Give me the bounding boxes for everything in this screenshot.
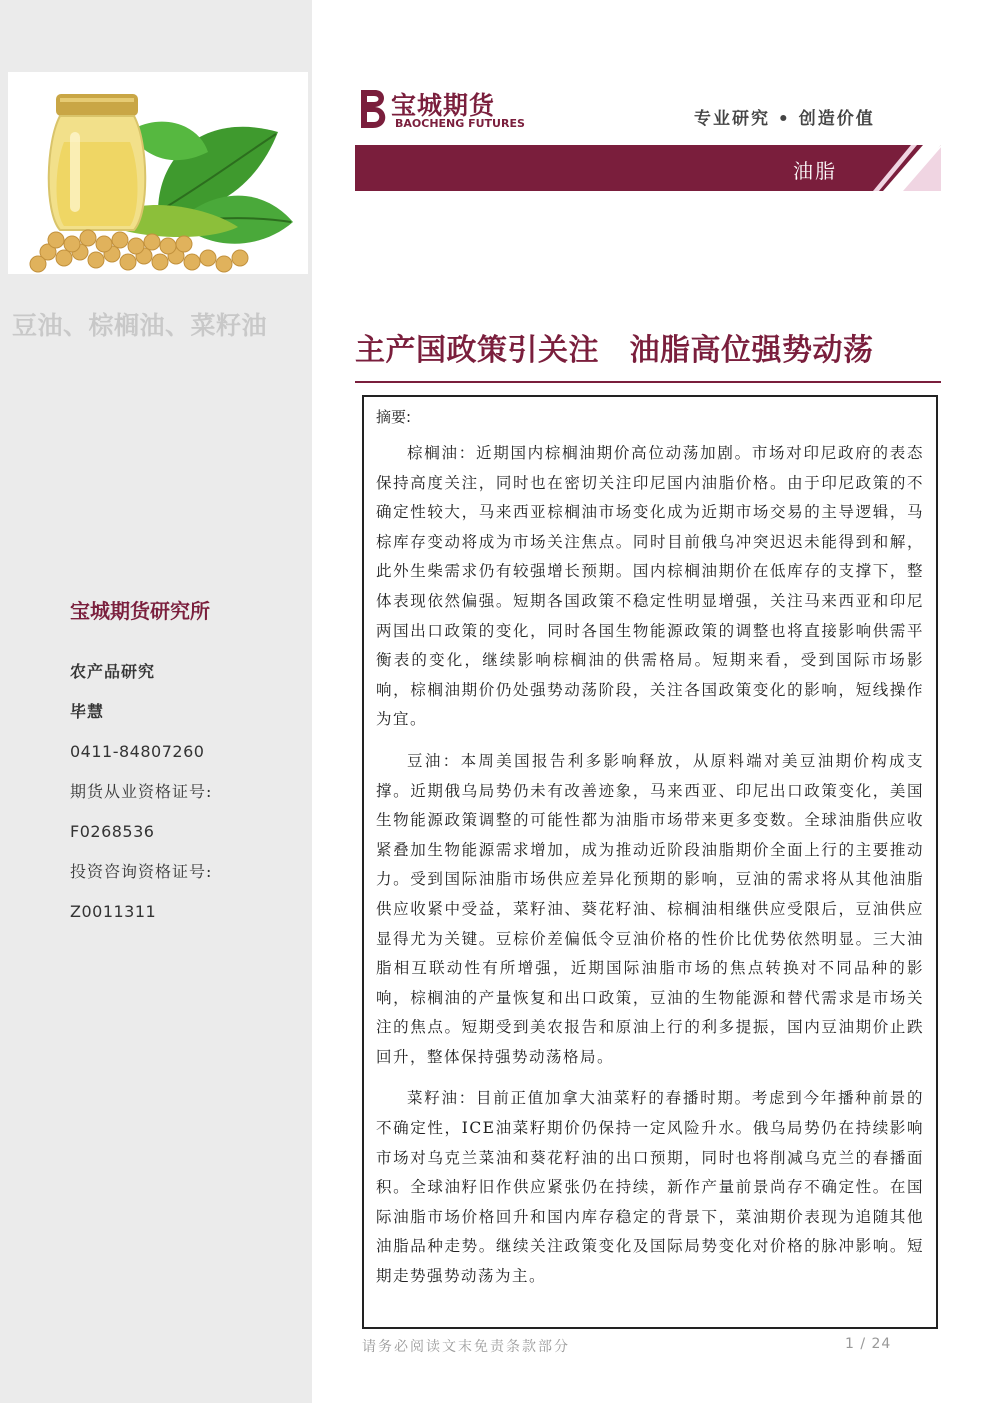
soybean-oil-photo <box>8 72 308 274</box>
logo-chinese-text: 宝城期货 <box>391 91 496 120</box>
summary-palm-oil: 棕榈油：近期国内棕榈油期价高位动荡加剧。市场对印尼政府的表态保持高度关注，同时也在密切关注印尼国内油脂价格。由于印尼政策的不确定性较大，马来西亚棕榈油市场变化成为近期市场交易的主导逻辑，马棕库存变动将成为市场关注焦点。同时目前俄乌冲突迟迟未能得到和解，此外生柴需求仍有较强增长预期。国内棕榈油期价在低库存的支撑下，整体表现依然偏强。短期各国政策不稳定性明显增强，关注马来西亚和印尼两国出口政策的变化，同时各国生物能源政策的调整也将直接影响供需平衡表的变化，继续影响棕榈油的供需格局。短期来看，受到国际市场影响，棕榈油期价仍处强势动荡阶段，关注各国政策变化的影响，短线操作为宜。 <box>376 444 924 729</box>
advisory-license-label: 投资咨询资格证号: <box>70 862 213 881</box>
title-divider <box>355 381 941 383</box>
summary-heading: 摘要: <box>376 408 412 426</box>
research-institute-name: 宝城期货研究所 <box>70 599 210 623</box>
page-number: 1 / 24 <box>845 1336 892 1352</box>
product-list: 豆油、棕榈油、菜籽油 <box>12 311 268 340</box>
company-slogan: 专业研究 • 创造价值 <box>694 109 875 129</box>
advisory-license-number: Z0011311 <box>70 902 157 921</box>
summary-rapeseed-oil: 菜籽油：目前正值加拿大油菜籽的春播时期。考虑到今年播种前景的不确定性，ICE油菜籽期价仍保持一定风险升水。俄乌局势仍在持续影响市场对乌克兰菜油和葵花籽油的出口预期，同时也将削减乌克兰的春播面积。全球油籽旧作供应紧张仍在持续，新作产量前景尚存不确定性。在国际油脂市场价格回升和国内库存稳定的背景下，菜油期价表现为追随其他油脂品种走势。继续关注政策变化及国际局势变化对价格的脉冲影响。短期走势强势动荡为主。 <box>376 1089 924 1286</box>
analyst-info <box>70 660 306 940</box>
summary-soybean-oil: 豆油：本周美国报告利多影响释放，从原料端对美豆油期价构成支撑。近期俄乌局势仍未有改善迹象，马来西亚、印尼出口政策变化，美国生物能源政策调整的可能性都为油脂市场带来更多变数。全球油脂供应收紧叠加生物能源需求增加，成为推动近阶段油脂期价全面上行的主要推动力。受到国际油脂市场供应差异化预期的影响，豆油的需求将从其他油脂供应收紧中受益，菜籽油、葵花籽油、棕榈油相继供应受限后，豆油供应显得尤为关键。豆棕价差偏低令豆油价格的性价比优势依然明显。三大油脂相互联动性有所增强，近期国际油脂市场的焦点转换对不同品种的影响，棕榈油的产量恢复和出口政策，豆油的生物能源和替代需求是市场关注的焦点。短期受到美农报告和原油上行的利多提振，国内豆油期价止跌回升，整体保持强势动荡格局。 <box>376 751 924 1066</box>
logo-emblem-icon <box>355 86 389 132</box>
sidebar <box>0 0 312 1403</box>
section-banner <box>355 145 941 191</box>
section-label: 油脂 <box>793 159 837 183</box>
analyst-name: 毕慧 <box>70 702 105 721</box>
research-dept: 农产品研究 <box>70 662 156 681</box>
analyst-phone: 0411-84807260 <box>70 742 205 761</box>
futures-license-number: F0268536 <box>70 822 155 841</box>
summary-box <box>362 395 938 1329</box>
company-logo <box>355 86 525 132</box>
futures-license-label: 期货从业资格证号: <box>70 782 213 801</box>
logo-english-text: BAOCHENG FUTURES <box>395 117 525 130</box>
report-title: 主产国政策引关注 油脂高位强势动荡 <box>355 333 874 368</box>
disclaimer-note: 请务必阅读文末免责条款部分 <box>362 1339 570 1355</box>
